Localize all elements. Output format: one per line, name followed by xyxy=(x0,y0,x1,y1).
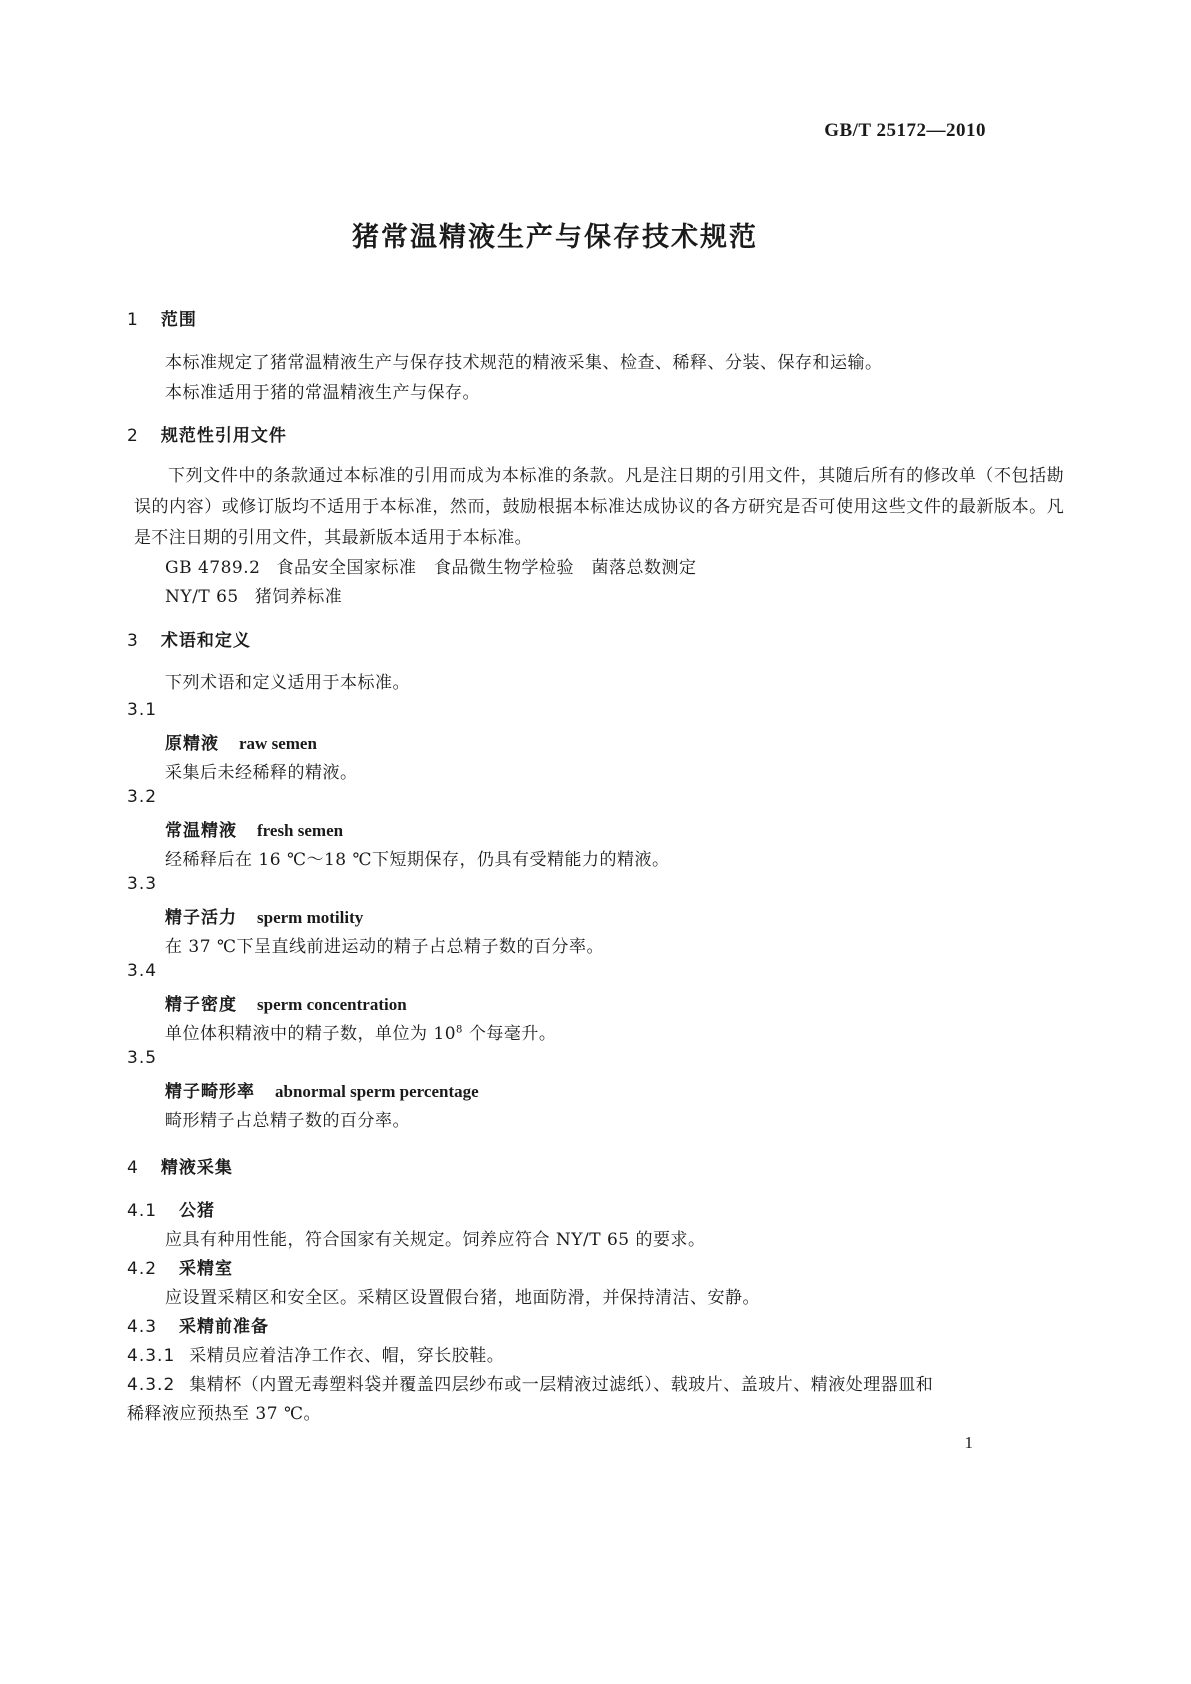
definition-text: 单位体积精液中的精子数，单位为 10 xyxy=(165,1024,457,1044)
exponent: 8 xyxy=(456,1024,463,1036)
section-title: 范围 xyxy=(160,310,197,330)
term-definition: 经稀释后在 16 ℃～18 ℃下短期保存，仍具有受精能力的精液。 xyxy=(165,850,670,870)
term-number: 3.5 xyxy=(127,1048,158,1068)
subsection-title: 公猪 xyxy=(179,1201,216,1221)
term-chinese: 常温精液 xyxy=(165,821,237,841)
term-heading xyxy=(165,1077,479,1102)
section-1-heading xyxy=(127,305,197,330)
section-number: 3 xyxy=(127,631,139,651)
section-1-line-2: 本标准适用于猪的常温精液生产与保存。 xyxy=(165,383,480,403)
subsection-4-2-heading xyxy=(127,1254,233,1279)
reference-title: 食品安全国家标准 食品微生物学检验 菌落总数测定 xyxy=(276,558,697,578)
clause-4-3-2 xyxy=(127,1370,933,1395)
section-number: 1 xyxy=(127,310,139,330)
section-4-heading xyxy=(127,1153,233,1178)
clause-number: 4.3.1 xyxy=(127,1346,176,1366)
subsection-number: 4.3 xyxy=(127,1317,158,1337)
document-title: 猪常温精液生产与保存技术规范 xyxy=(352,222,758,253)
definition-text: 个每毫升。 xyxy=(462,1024,557,1044)
term-definition: 在 37 ℃下呈直线前进运动的精子占总精子数的百分率。 xyxy=(165,937,604,957)
term-number: 3.2 xyxy=(127,787,158,807)
term-english: fresh semen xyxy=(257,821,344,840)
section-1-line-1: 本标准规定了猪常温精液生产与保存技术规范的精液采集、检查、稀释、分装、保存和运输。 xyxy=(165,353,883,373)
term-english: sperm motility xyxy=(257,908,364,927)
term-number: 3.3 xyxy=(127,874,158,894)
term-chinese: 精子密度 xyxy=(165,995,237,1015)
reference-code: NY/T 65 xyxy=(165,587,239,607)
section-number: 2 xyxy=(127,426,139,446)
clause-4-3-2-continued: 稀释液应预热至 37 ℃。 xyxy=(127,1404,321,1424)
clause-text: 集精杯（内置无毒塑料袋并覆盖四层纱布或一层精液过滤纸）、载玻片、盖玻片、精液处理器皿和 xyxy=(189,1375,934,1395)
clause-4-3-1 xyxy=(127,1341,504,1366)
subsection-number: 4.2 xyxy=(127,1259,158,1279)
term-chinese: 精子畸形率 xyxy=(165,1082,255,1102)
section-2-paragraph: 下列文件中的条款通过本标准的引用而成为本标准的条款。凡是注日期的引用文件，其随后所有的修改单（不包括勘误的内容）或修订版均不适用于本标准，然而，鼓励根据本标准达成协议的各方研究是否可使用这些文件的最新版本。凡是不注日期的引用文件，其最新版本适用于本标准。 xyxy=(134,466,1064,548)
term-heading xyxy=(165,903,363,928)
page-number: 1 xyxy=(964,1433,973,1452)
section-2-heading xyxy=(127,421,287,446)
term-definition xyxy=(165,1019,556,1044)
reference-title: 猪饲养标准 xyxy=(254,587,343,607)
section-title: 规范性引用文件 xyxy=(160,426,287,446)
subsection-title: 采精前准备 xyxy=(179,1317,270,1337)
section-3-heading xyxy=(127,626,251,651)
section-title: 精液采集 xyxy=(160,1158,233,1178)
term-chinese: 原精液 xyxy=(165,734,219,754)
subsection-4-1-heading xyxy=(127,1196,215,1221)
term-definition: 采集后未经稀释的精液。 xyxy=(165,763,358,783)
section-number: 4 xyxy=(127,1158,139,1178)
section-title: 术语和定义 xyxy=(160,631,251,651)
reference-item xyxy=(165,553,696,578)
term-english: abnormal sperm percentage xyxy=(275,1082,479,1101)
subsection-4-2-text: 应设置采精区和安全区。采精区设置假台猪，地面防滑，并保持清洁、安静。 xyxy=(165,1288,760,1308)
term-heading xyxy=(165,816,343,841)
subsection-4-1-text: 应具有种用性能，符合国家有关规定。饲养应符合 NY/T 65 的要求。 xyxy=(165,1230,706,1250)
section-3-intro: 下列术语和定义适用于本标准。 xyxy=(165,673,410,693)
term-english: raw semen xyxy=(239,734,317,753)
reference-code: GB 4789.2 xyxy=(165,558,261,578)
term-definition: 畸形精子占总精子数的百分率。 xyxy=(165,1111,410,1131)
subsection-title: 采精室 xyxy=(179,1259,234,1279)
term-number: 3.4 xyxy=(127,961,158,981)
clause-number: 4.3.2 xyxy=(127,1375,176,1395)
reference-item xyxy=(165,582,342,607)
clause-text: 采精员应着洁净工作衣、帽，穿长胶鞋。 xyxy=(189,1346,505,1366)
standard-code: GB/T 25172—2010 xyxy=(824,120,986,141)
term-number: 3.1 xyxy=(127,700,158,720)
term-heading xyxy=(165,990,407,1015)
subsection-number: 4.1 xyxy=(127,1201,158,1221)
term-english: sperm concentration xyxy=(257,995,407,1014)
term-chinese: 精子活力 xyxy=(165,908,237,928)
term-heading xyxy=(165,729,317,754)
subsection-4-3-heading xyxy=(127,1312,269,1337)
